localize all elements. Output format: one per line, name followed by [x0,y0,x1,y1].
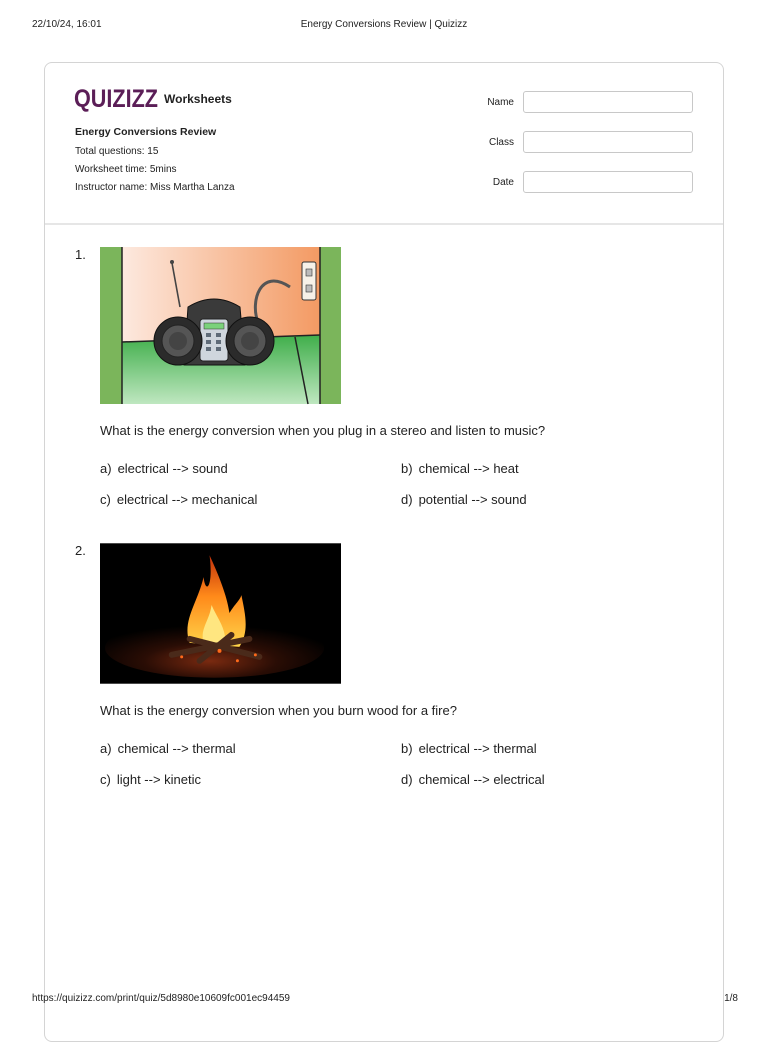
option-letter: a) [100,461,112,476]
option-b[interactable] [401,741,537,756]
question-number: 1. [75,247,86,262]
option-a[interactable] [100,461,228,476]
option-text: chemical --> electrical [418,772,545,787]
date-field-row [474,171,693,193]
name-field-row [474,91,693,113]
option-letter: c) [100,772,111,787]
option-text: electrical --> mechanical [116,492,258,507]
print-page-number: 1/8 [724,993,738,1004]
worksheet-info [75,126,235,200]
option-letter: d) [401,772,413,787]
date-label: Date [492,176,514,188]
option-d[interactable] [401,772,545,787]
option-text: light --> kinetic [116,772,202,787]
option-letter: a) [100,741,112,756]
worksheet-card [44,62,724,1042]
print-page-title: Energy Conversions Review | Quizizz [300,19,468,30]
worksheet-title: Energy Conversions Review [75,126,217,138]
question-1 [75,247,695,517]
option-letter: d) [401,492,413,507]
option-letter: c) [100,492,111,507]
print-url: https://quizizz.com/print/quiz/5d8980e10609fc001ec94459 [32,993,290,1004]
question-text: What is the energy conversion when you plug in a stereo and listen to music? [100,423,546,438]
worksheet-header [45,63,723,225]
option-text: electrical --> sound [117,461,228,476]
class-field-row [474,131,693,153]
quizizz-logo [74,83,158,113]
class-field[interactable] [523,131,693,153]
question-number: 2. [75,543,86,558]
total-questions: Total questions: 15 [75,146,159,157]
question-text: What is the energy conversion when you burn wood for a fire? [100,703,457,718]
worksheet-time: Worksheet time: 5mins [75,164,177,175]
brand [74,83,232,113]
svg-text:QUIZIZZ: QUIZIZZ [74,85,158,113]
option-a[interactable] [100,741,236,756]
option-b[interactable] [401,461,519,476]
option-text: chemical --> thermal [117,741,236,756]
instructor-name: Instructor name: Miss Martha Lanza [75,182,235,193]
option-letter: b) [401,741,413,756]
stereo-plugged-into-wall-image [100,247,341,404]
name-label: Name [487,96,514,108]
option-c[interactable] [100,492,257,507]
option-text: potential --> sound [418,492,527,507]
print-datetime: 22/10/24, 16:01 [32,19,102,30]
option-text: chemical --> heat [418,461,519,476]
option-text: electrical --> thermal [418,741,537,756]
option-letter: b) [401,461,413,476]
date-field[interactable] [523,171,693,193]
name-field[interactable] [523,91,693,113]
option-c[interactable] [100,772,201,787]
campfire-image [100,543,341,684]
class-label: Class [488,136,514,148]
option-d[interactable] [401,492,527,507]
question-2 [75,543,695,803]
brand-subtitle: Worksheets [164,92,232,106]
